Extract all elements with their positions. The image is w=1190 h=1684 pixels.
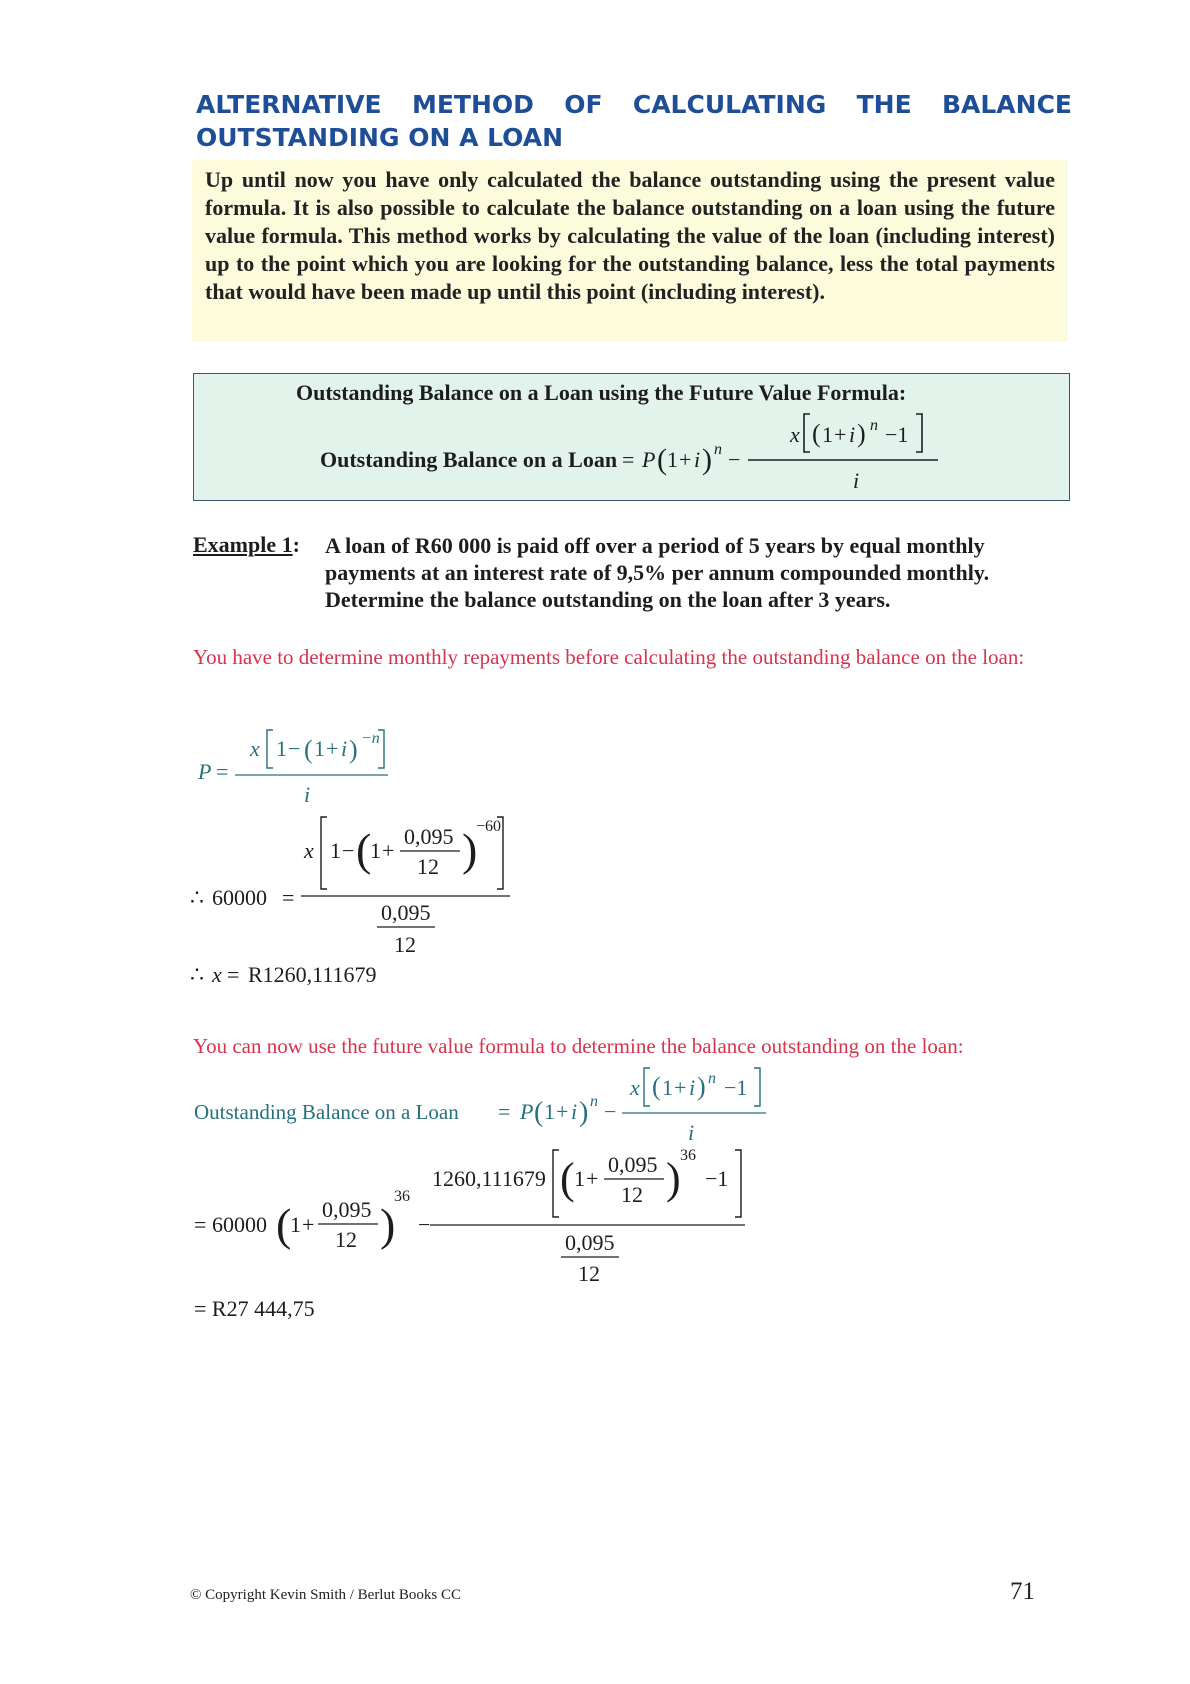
math-glyph: 1 xyxy=(370,838,381,863)
title-word: CALCULATING xyxy=(632,90,827,119)
math-glyph: 1 xyxy=(574,1166,585,1191)
math-glyph: x xyxy=(212,962,222,987)
math-glyph: + xyxy=(586,1166,599,1191)
math-glyph: ) xyxy=(349,735,358,764)
math-glyph: n xyxy=(708,1070,716,1087)
formula-box-heading: Outstanding Balance on a Loan using the Future Value Formula: xyxy=(296,380,907,405)
math-glyph: ( xyxy=(356,824,372,875)
bracket xyxy=(735,1150,741,1217)
math-glyph: i xyxy=(689,1075,696,1100)
math-glyph: = xyxy=(498,1099,511,1124)
future-value-formula xyxy=(300,408,960,500)
math-glyph: + xyxy=(382,838,395,863)
bracket xyxy=(267,730,273,768)
math-glyph: − xyxy=(288,736,301,761)
title-word: BALANCE xyxy=(941,90,1072,119)
math-glyph: 1 xyxy=(314,736,325,761)
bracket xyxy=(804,414,810,452)
math-glyph: 1 xyxy=(276,736,287,761)
math-glyph: 1 xyxy=(330,838,341,863)
math-glyph: = xyxy=(227,962,240,987)
monthly-payment-result: R1260,111679 xyxy=(248,962,377,987)
math-glyph: ) xyxy=(702,443,712,476)
math-glyph: 0,095 xyxy=(381,900,431,925)
math-glyph: i xyxy=(853,468,860,493)
copyright-notice: © Copyright Kevin Smith / Berlut Books CC xyxy=(190,1587,461,1603)
formula-lhs: Outstanding Balance on a Loan xyxy=(320,447,618,472)
math-glyph: x xyxy=(250,736,260,761)
math-glyph: 12 xyxy=(621,1182,643,1207)
note-future-value: You can now use the future value formula to determine the balance outstanding on the loan: xyxy=(193,1034,964,1058)
title-line-2: OUTSTANDING ON A LOAN xyxy=(196,123,564,152)
math-glyph: 12 xyxy=(394,932,416,957)
title-word: THE xyxy=(856,90,912,119)
math-glyph: 60000 xyxy=(212,1212,267,1237)
math-glyph: i xyxy=(571,1099,578,1124)
title-word: OF xyxy=(564,90,603,119)
math-glyph: i xyxy=(341,736,348,761)
math-glyph: ) xyxy=(380,1199,396,1250)
title-line-1 xyxy=(196,88,1072,121)
math-glyph: ( xyxy=(276,1199,292,1250)
math-glyph: 12 xyxy=(335,1227,357,1252)
math-glyph: 0,095 xyxy=(608,1152,658,1177)
math-glyph: ( xyxy=(652,1072,661,1101)
math-glyph: ) xyxy=(579,1097,589,1128)
math-glyph: Outstanding Balance on a Loan xyxy=(194,1100,459,1124)
math-glyph: i xyxy=(688,1120,695,1145)
math-glyph: + xyxy=(302,1212,315,1237)
math-glyph: + xyxy=(556,1099,569,1124)
math-glyph: ) xyxy=(697,1072,706,1101)
math-glyph: 12 xyxy=(578,1261,600,1286)
math-glyph: −1 xyxy=(705,1166,729,1191)
page-title xyxy=(196,88,1072,154)
math-glyph: 1 xyxy=(662,1075,673,1100)
math-glyph: 1 xyxy=(667,447,678,472)
math-glyph: x xyxy=(790,422,800,447)
math-glyph: 36 xyxy=(680,1147,696,1164)
math-glyph: i xyxy=(304,782,311,807)
math-glyph: i xyxy=(694,447,701,472)
math-glyph: ( xyxy=(812,419,821,448)
math-glyph: P xyxy=(520,1099,534,1124)
math-glyph: ( xyxy=(534,1097,544,1128)
example-label: Example 1: xyxy=(193,532,300,557)
math-glyph: P xyxy=(198,759,212,784)
intro-paragraph: Up until now you have only calculated the balance outstanding using the present value formula. It is also possible to calculate the balance outstanding on a loan using the future value formula. This method works by calculating the value of the loan (including interest) up to the point which you are looking for the outstanding balance, less the total payments that would have been made up until this point (including interest). xyxy=(192,160,1068,342)
math-glyph: 36 xyxy=(394,1188,410,1205)
math-glyph: ) xyxy=(462,824,478,875)
math-glyph: = xyxy=(622,447,635,472)
math-glyph: 1260,111679 xyxy=(432,1166,546,1191)
math-glyph: 60000 xyxy=(212,885,267,910)
outstanding-balance-answer: = R27 444,75 xyxy=(194,1296,315,1321)
math-glyph: −60 xyxy=(476,818,502,835)
math-glyph: = xyxy=(282,885,295,910)
bracket xyxy=(754,1068,760,1106)
present-value-working xyxy=(180,718,560,990)
math-glyph: ( xyxy=(657,443,667,476)
math-glyph: − xyxy=(728,447,741,472)
math-glyph: ) xyxy=(857,419,866,448)
math-glyph: + xyxy=(674,1075,687,1100)
math-glyph: n xyxy=(590,1093,598,1110)
bracket xyxy=(916,414,922,452)
note-repayments: You have to determine monthly repayments before calculating the outstanding balance on the loan: xyxy=(193,645,1025,669)
math-glyph: x xyxy=(304,838,314,863)
page-number: 71 xyxy=(1010,1578,1035,1605)
math-glyph: 12 xyxy=(417,854,439,879)
math-glyph: −1 xyxy=(885,422,909,447)
math-glyph: ( xyxy=(304,735,313,764)
math-glyph: 1 xyxy=(290,1212,301,1237)
title-word: METHOD xyxy=(411,90,534,119)
title-word: ALTERNATIVE xyxy=(196,90,382,119)
math-glyph: n xyxy=(870,417,878,434)
math-glyph: i xyxy=(849,422,856,447)
future-value-working xyxy=(180,1062,780,1324)
math-glyph: 0,095 xyxy=(565,1230,615,1255)
math-glyph: 1 xyxy=(544,1099,555,1124)
math-glyph: 0,095 xyxy=(404,824,454,849)
math-glyph: + xyxy=(326,736,339,761)
var-P: P xyxy=(642,447,656,472)
math-glyph: − xyxy=(418,1212,431,1237)
bracket xyxy=(321,817,327,889)
example-text: A loan of R60 000 is paid off over a period of 5 years by equal monthly payments at an interest rate of 9,5% per annum compounded monthly. Determine the balance outstanding on the loan after 3 years. xyxy=(325,533,990,612)
math-glyph: ( xyxy=(560,1154,575,1203)
math-glyph: + xyxy=(679,447,692,472)
math-glyph: ∴ xyxy=(190,885,204,910)
math-glyph: − xyxy=(342,838,355,863)
math-glyph: 1 xyxy=(822,422,833,447)
math-glyph: = xyxy=(194,1212,207,1237)
math-glyph: = xyxy=(216,759,229,784)
math-glyph: 0,095 xyxy=(322,1197,372,1222)
math-glyph: ∴ xyxy=(190,962,204,987)
math-glyph: −1 xyxy=(724,1075,748,1100)
math-glyph: + xyxy=(834,422,847,447)
math-glyph: ) xyxy=(666,1154,681,1203)
math-glyph: − xyxy=(604,1099,617,1124)
bracket xyxy=(553,1150,559,1217)
math-glyph: n xyxy=(714,441,722,458)
math-glyph: −n xyxy=(361,730,380,747)
math-glyph: x xyxy=(630,1075,640,1100)
bracket xyxy=(644,1068,650,1106)
